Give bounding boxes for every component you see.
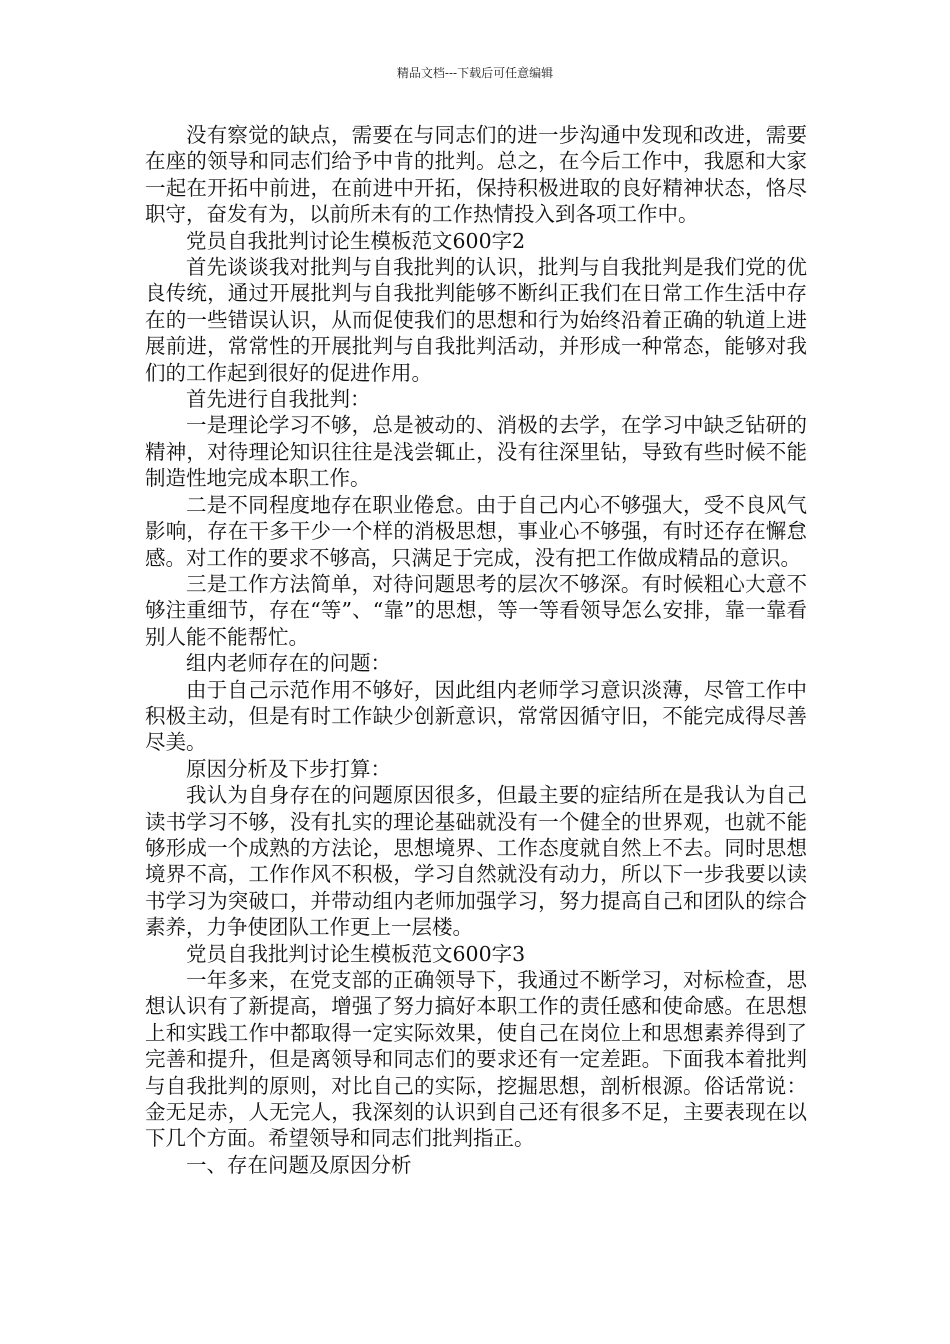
page-header: 精品文档---下载后可任意编辑 bbox=[396, 66, 554, 80]
section-title: 党员自我批判讨论生模板范文600字3 bbox=[186, 941, 526, 966]
paragraph: 由于自己示范作用不够好，因此组内老师学习意识淡薄，尽管工作中积极主动，但是有时工作缺少创新意识，常常因循守旧，不能完成得尽善尽美。 bbox=[145, 677, 807, 755]
paragraph: 三是工作方法简单，对待问题思考的层次不够深。有时候粗心大意不够注重细节，存在“等”、“靠”的思想，等一等看领导怎么安排，靠一靠看别人能不能帮忙。 bbox=[145, 571, 807, 649]
paragraph: 组内老师存在的问题： bbox=[186, 651, 391, 676]
paragraph: 一是理论学习不够，总是被动的、消极的去学，在学习中缺乏钻研的精神，对待理论知识往往是浅尝辄止，没有往深里钻，导致有些时候不能制造性地完成本职工作。 bbox=[145, 413, 807, 491]
paragraph: 我认为自身存在的问题原因很多，但最主要的症结所在是我认为自己读书学习不够，没有扎实的理论基础就没有一个健全的世界观，也就不能够形成一个成熟的方法论，思想境界、工作态度就自然上不去。同时思想境界不高，工作作风不积极，学习自然就没有动力，所以下一步我要以读书学习为突破口，并带动组内老师加强学习，努力提高自己和团队的综合素养，力争使团队工作更上一层楼。 bbox=[145, 783, 807, 940]
paragraph: 原因分析及下步打算： bbox=[186, 756, 391, 781]
document-body bbox=[145, 122, 807, 1178]
paragraph: 首先谈谈我对批判与自我批判的认识，批判与自我批判是我们党的优良传统，通过开展批判与自我批判能够不断纠正我们在日常工作生活中存在的一些错误认识，从而促使我们的思想和行为始终沿着正确的轨道上进展前进，常常性的开展批判与自我批判活动，并形成一种常态，能够对我们的工作起到很好的促进作用。 bbox=[145, 255, 807, 385]
paragraph: 二是不同程度地存在职业倦怠。由于自己内心不够强大，受不良风气影响，存在干多干少一个样的消极思想，事业心不够强，有时还存在懈怠感。对工作的要求不够高，只满足于完成，没有把工作做成精品的意识。 bbox=[145, 492, 807, 570]
paragraph: 没有察觉的缺点，需要在与同志们的进一步沟通中发现和改进，需要在座的领导和同志们给予中肯的批判。总之，在今后工作中，我愿和大家一起在开拓中前进，在前进中开拓，保持积极进取的良好精神状态，恪尽职守，奋发有为，以前所未有的工作热情投入到各项工作中。 bbox=[145, 123, 807, 227]
paragraph: 一年多来，在党支部的正确领导下，我通过不断学习，对标检查，思想认识有了新提高，增强了努力搞好本职工作的责任感和使命感。在思想上和实践工作中都取得一定实际效果，使自己在岗位上和思想素养得到了完善和提升，但是离领导和同志们的要求还有一定差距。下面我本着批判与自我批判的原则，对比自己的实际，挖掘思想，剖析根源。俗话常说：金无足赤，人无完人，我深刻的认识到自己还有很多不足，主要表现在以下几个方面。希望领导和同志们批判指正。 bbox=[145, 968, 807, 1151]
paragraph: 首先进行自我批判： bbox=[186, 387, 371, 412]
section-title: 党员自我批判讨论生模板范文600字2 bbox=[186, 228, 526, 253]
paragraph: 一、存在问题及原因分析 bbox=[186, 1152, 412, 1177]
